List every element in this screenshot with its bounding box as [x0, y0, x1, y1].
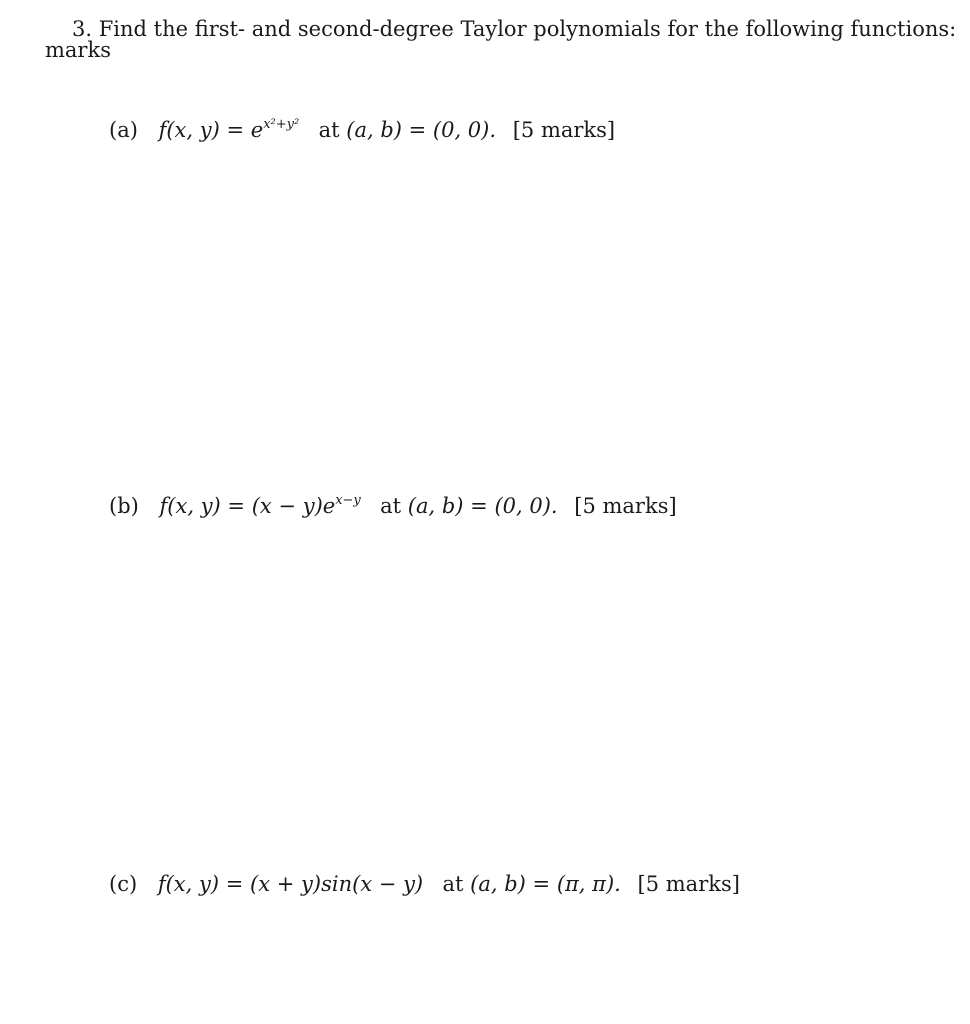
function-rhs: (x − y)e: [251, 494, 336, 518]
function-expression: [159, 118, 306, 142]
part-label: (c): [109, 872, 138, 896]
part-b: [109, 492, 677, 520]
function-lhs: f(x, y) =: [157, 872, 244, 896]
marks-tag: [5 marks]: [637, 872, 740, 896]
part-label: (b): [109, 494, 139, 518]
question-marks-word: marks: [45, 38, 111, 62]
marks-tag: [5 marks]: [574, 494, 677, 518]
function-rhs: e: [250, 118, 264, 142]
part-a: [109, 116, 615, 144]
part-c: [109, 870, 740, 898]
function-expression: [158, 872, 430, 896]
evaluation-point: (a, b) = (0, 0).: [346, 118, 497, 142]
function-expression: [160, 494, 368, 518]
function-rhs: (x + y)sin(x − y): [250, 872, 424, 896]
at-text: at: [380, 494, 402, 518]
evaluation-point: (a, b) = (π, π).: [470, 872, 621, 896]
function-lhs: f(x, y) =: [159, 494, 246, 518]
function-exponent: x−y: [335, 493, 361, 508]
question-header: 3. Find the first- and second-degree Taylor polynomials for the following functions:: [72, 17, 957, 41]
at-text: at: [442, 872, 464, 896]
function-lhs: f(x, y) =: [158, 118, 245, 142]
at-text: at: [318, 118, 340, 142]
function-exponent: x²+y²: [263, 117, 300, 132]
marks-tag: [5 marks]: [512, 118, 616, 142]
part-label: (a): [109, 118, 138, 142]
evaluation-point: (a, b) = (0, 0).: [407, 494, 558, 518]
